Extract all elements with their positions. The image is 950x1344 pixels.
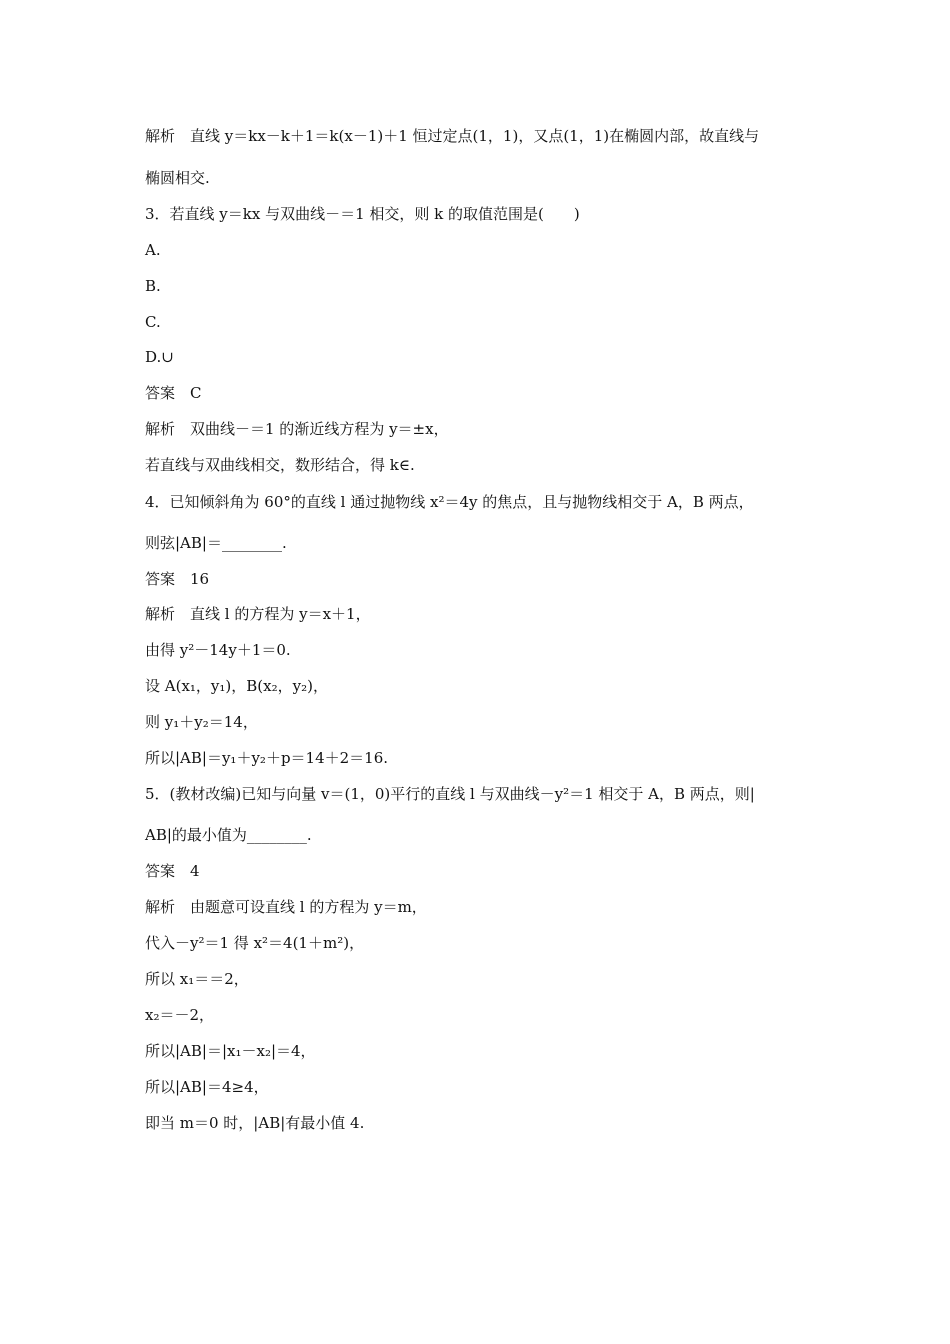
- question-4-stem: 4．已知倾斜角为 60°的直线 l 通过抛物线 x²＝4y 的焦点，且与抛物线相交于 A，B 两点，: [145, 493, 754, 511]
- text-line: 所以|AB|＝4≥4，: [145, 1078, 269, 1096]
- text-line: 设 A(x₁，y₁)，B(x₂，y₂)，: [145, 677, 328, 695]
- text-line: x₂＝－2，: [145, 1006, 215, 1024]
- text-line: 由得 y²－14y＋1＝0.: [145, 641, 291, 659]
- text-line: 所以|AB|＝y₁＋y₂＋p＝14＋2＝16.: [145, 749, 389, 767]
- text-line: AB|的最小值为________.: [145, 826, 312, 844]
- text-line: 代入－y²＝1 得 x²＝4(1＋m²)，: [145, 934, 365, 952]
- text-line: 即当 m＝0 时，|AB|有最小值 4.: [145, 1114, 365, 1132]
- option-d: D.∪: [145, 348, 174, 366]
- text-line: 所以 x₁＝＝2，: [145, 970, 249, 988]
- text-line: 解析 直线 y＝kx－k＋1＝k(x－1)＋1 恒过定点(1，1)，又点(1，1)在椭圆内部，故直线与: [145, 127, 760, 145]
- question-3-stem: 3．若直线 y＝kx 与双曲线－＝1 相交，则 k 的取值范围是( ): [145, 205, 580, 223]
- analysis-5: 解析 由题意可设直线 l 的方程为 y＝m，: [145, 898, 427, 916]
- answer-5: 答案 4: [145, 862, 200, 880]
- question-5-stem: 5．(教材改编)已知与向量 v＝(1，0)平行的直线 l 与双曲线－y²＝1 相交于 A，B 两点，则|: [145, 785, 755, 803]
- option-b: B.: [145, 277, 161, 295]
- analysis-3: 解析 双曲线－＝1 的渐近线方程为 y＝±x，: [145, 420, 449, 438]
- option-a: A.: [145, 241, 161, 259]
- analysis-4: 解析 直线 l 的方程为 y＝x＋1，: [145, 605, 371, 623]
- text-line: 则 y₁＋y₂＝14，: [145, 713, 258, 731]
- text-line: 若直线与双曲线相交，数形结合，得 k∈.: [145, 456, 415, 474]
- answer-4: 答案 16: [145, 570, 210, 588]
- answer-3: 答案 C: [145, 384, 202, 402]
- option-c: C.: [145, 313, 161, 331]
- text-line: 所以|AB|＝|x₁－x₂|＝4，: [145, 1042, 316, 1060]
- text-line: 则弦|AB|＝________.: [145, 534, 287, 552]
- text-line: 椭圆相交.: [145, 169, 210, 187]
